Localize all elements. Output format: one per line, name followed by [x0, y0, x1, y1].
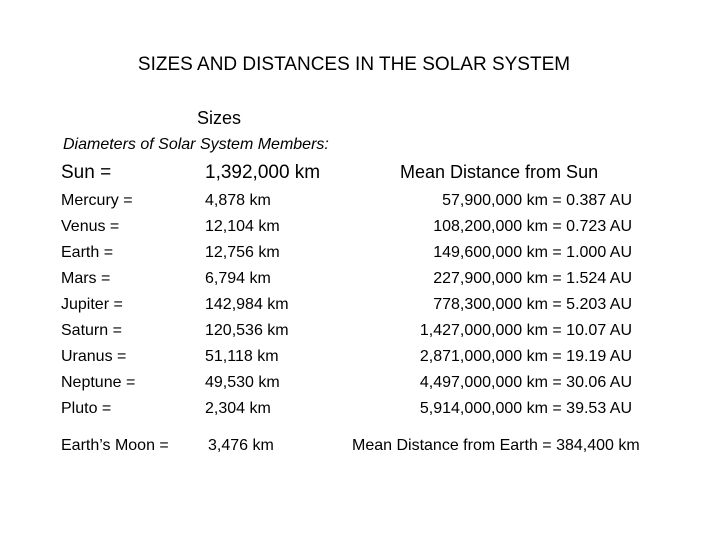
- planet-diameter: 120,536 km: [205, 322, 289, 339]
- planet-table: [0, 190, 720, 424]
- table-row: [0, 242, 720, 268]
- section-subtitle: Sizes: [197, 108, 242, 128]
- sun-diameter: 1,392,000 km: [205, 162, 321, 183]
- planet-name: Saturn =: [61, 322, 122, 339]
- table-row: [0, 190, 720, 216]
- planet-distance: 4,497,000,000 km = 30.06 AU: [419, 374, 632, 391]
- moon-diameter: 3,476 km: [208, 437, 274, 454]
- table-row: [0, 372, 720, 398]
- planet-diameter: 12,756 km: [205, 244, 280, 261]
- planet-diameter: 2,304 km: [205, 400, 271, 417]
- planet-diameter: 51,118 km: [205, 348, 279, 365]
- planet-name: Neptune =: [61, 374, 136, 391]
- moon-label: Earth’s Moon =: [61, 437, 169, 454]
- planet-distance: 778,300,000 km = 5.203 AU: [433, 296, 632, 313]
- table-row: [0, 320, 720, 346]
- planet-diameter: 4,878 km: [205, 192, 271, 209]
- planet-name: Venus =: [61, 218, 120, 235]
- planet-name: Earth =: [61, 244, 114, 261]
- table-row: [0, 268, 720, 294]
- planet-name: Jupiter =: [61, 296, 123, 313]
- moon-distance: Mean Distance from Earth = 384,400 km: [352, 437, 640, 454]
- planet-distance: 149,600,000 km = 1.000 AU: [433, 244, 632, 261]
- planet-distance: 2,871,000,000 km = 19.19 AU: [419, 348, 632, 365]
- planet-distance: 1,427,000,000 km = 10.07 AU: [419, 322, 632, 339]
- table-row: [0, 216, 720, 242]
- planet-diameter: 49,530 km: [205, 374, 280, 391]
- page-title: SIZES AND DISTANCES IN THE SOLAR SYSTEM: [137, 54, 571, 75]
- planet-name: Uranus =: [61, 348, 127, 365]
- planet-name: Mars =: [61, 270, 111, 287]
- table-row: [0, 294, 720, 320]
- table-row: [0, 398, 720, 424]
- planet-diameter: 12,104 km: [205, 218, 280, 235]
- planet-name: Mercury =: [61, 192, 133, 209]
- planet-diameter: 142,984 km: [205, 296, 289, 313]
- planet-name: Pluto =: [61, 400, 112, 417]
- planet-diameter: 6,794 km: [205, 270, 271, 287]
- sun-label: Sun =: [61, 162, 112, 183]
- planet-distance: 108,200,000 km = 0.723 AU: [433, 218, 632, 235]
- mean-distance-heading: Mean Distance from Sun: [400, 162, 599, 182]
- planet-distance: 5,914,000,000 km = 39.53 AU: [419, 400, 632, 417]
- planet-distance: 227,900,000 km = 1.524 AU: [433, 270, 632, 287]
- table-row: [0, 346, 720, 372]
- planet-distance: 57,900,000 km = 0.387 AU: [442, 192, 632, 209]
- diameters-heading: Diameters of Solar System Members:: [63, 136, 329, 153]
